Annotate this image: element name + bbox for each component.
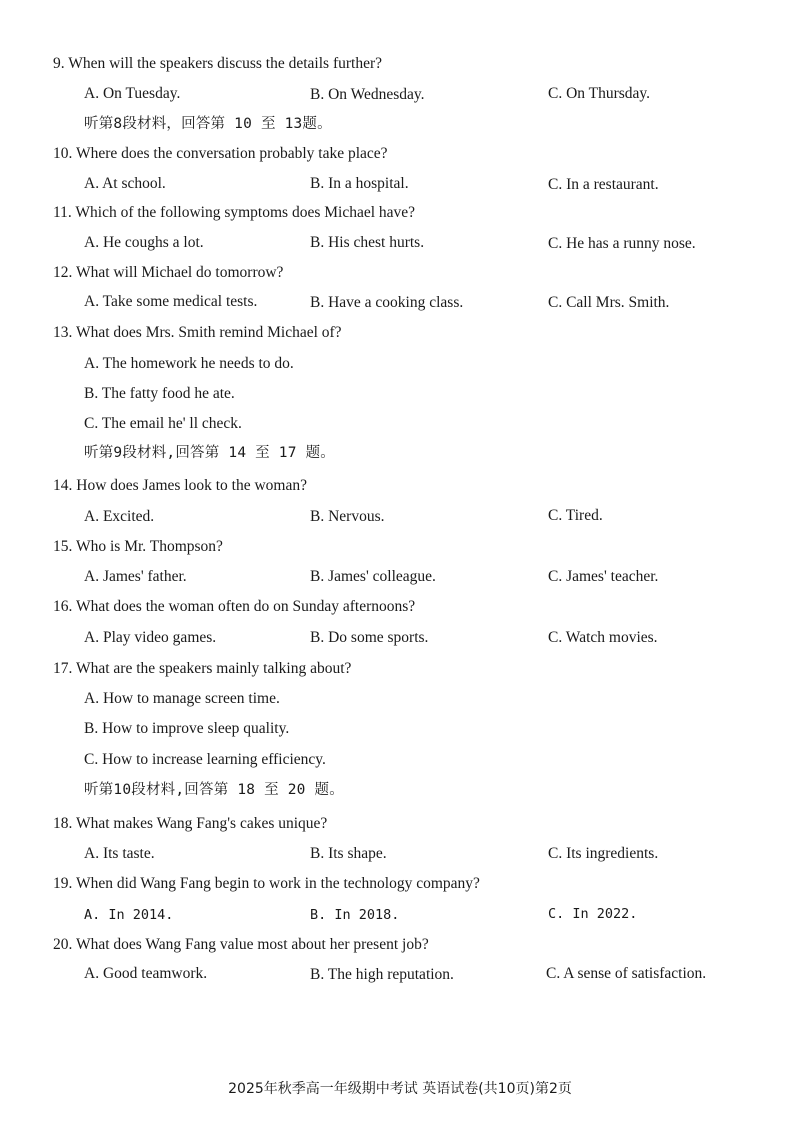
q12-option-b: B. Have a cooking class. — [310, 294, 464, 311]
q20-option-c: C. A sense of satisfaction. — [546, 965, 707, 982]
q18-option-a: A. Its taste. — [84, 845, 155, 862]
question-17: 17. What are the speakers mainly talking about? — [53, 660, 352, 677]
q11-option-c: C. He has a runny nose. — [548, 235, 696, 252]
question-18: 18. What makes Wang Fang's cakes unique? — [53, 815, 328, 832]
listening-instruction-section-9: 听第9段材料,回答第 14 至 17 题。 — [84, 445, 335, 461]
q15-option-a: A. James' father. — [84, 568, 187, 585]
q18-option-c: C. Its ingredients. — [548, 845, 659, 862]
q14-option-a: A. Excited. — [84, 508, 155, 525]
question-15: 15. Who is Mr. Thompson? — [53, 538, 223, 555]
question-11: 11. Which of the following symptoms does Michael have? — [53, 204, 416, 221]
page-footer: 2025年秋季高一年级期中考试 英语试卷(共10页)第2页 — [228, 1081, 572, 1097]
q20-option-b: B. The high reputation. — [310, 966, 454, 983]
q16-option-a: A. Play video games. — [84, 629, 217, 646]
question-16: 16. What does the woman often do on Sunday afternoons? — [53, 598, 416, 615]
q13-option-c: C. The email he' ll check. — [84, 415, 242, 432]
question-10: 10. Where does the conversation probably take place? — [53, 145, 388, 162]
q17-option-a: A. How to manage screen time. — [84, 690, 280, 707]
q12-option-a: A. Take some medical tests. — [84, 293, 258, 310]
q11-option-b: B. His chest hurts. — [310, 234, 425, 251]
q12-option-c: C. Call Mrs. Smith. — [548, 294, 670, 311]
question-13: 13. What does Mrs. Smith remind Michael of? — [53, 324, 342, 341]
question-20: 20. What does Wang Fang value most about her present job? — [53, 936, 429, 953]
q13-option-a: A. The homework he needs to do. — [84, 355, 294, 372]
q20-option-a: A. Good teamwork. — [84, 965, 208, 982]
q16-option-c: C. Watch movies. — [548, 629, 658, 646]
q17-option-c: C. How to increase learning efficiency. — [84, 751, 326, 768]
q9-option-c: C. On Thursday. — [548, 85, 651, 102]
q13-option-b: B. The fatty food he ate. — [84, 385, 235, 402]
q19-option-a: A. In 2014. — [84, 907, 174, 923]
question-19: 19. When did Wang Fang begin to work in the technology company? — [53, 875, 480, 892]
listening-instruction-section-10: 听第10段材料,回答第 18 至 20 题。 — [84, 782, 344, 798]
question-12: 12. What will Michael do tomorrow? — [53, 264, 284, 281]
q15-option-c: C. James' teacher. — [548, 568, 659, 585]
q15-option-b: B. James' colleague. — [310, 568, 436, 585]
question-9: 9. When will the speakers discuss the details further? — [53, 55, 382, 72]
q10-option-c: C. In a restaurant. — [548, 176, 659, 193]
q16-option-b: B. Do some sports. — [310, 629, 429, 646]
q9-option-a: A. On Tuesday. — [84, 85, 181, 102]
listening-instruction-section-8: 听第8段材料，回答第 10 至 13题。 — [84, 116, 332, 132]
q18-option-b: B. Its shape. — [310, 845, 387, 862]
q19-option-c: C. In 2022. — [548, 906, 638, 922]
q14-option-c: C. Tired. — [548, 507, 603, 524]
q10-option-a: A. At school. — [84, 175, 166, 192]
q17-option-b: B. How to improve sleep quality. — [84, 720, 290, 737]
q9-option-b: B. On Wednesday. — [310, 86, 425, 103]
q10-option-b: B. In a hospital. — [310, 175, 409, 192]
q14-option-b: B. Nervous. — [310, 508, 385, 525]
q11-option-a: A. He coughs a lot. — [84, 234, 204, 251]
question-14: 14. How does James look to the woman? — [53, 477, 307, 494]
q19-option-b: B. In 2018. — [310, 907, 400, 923]
